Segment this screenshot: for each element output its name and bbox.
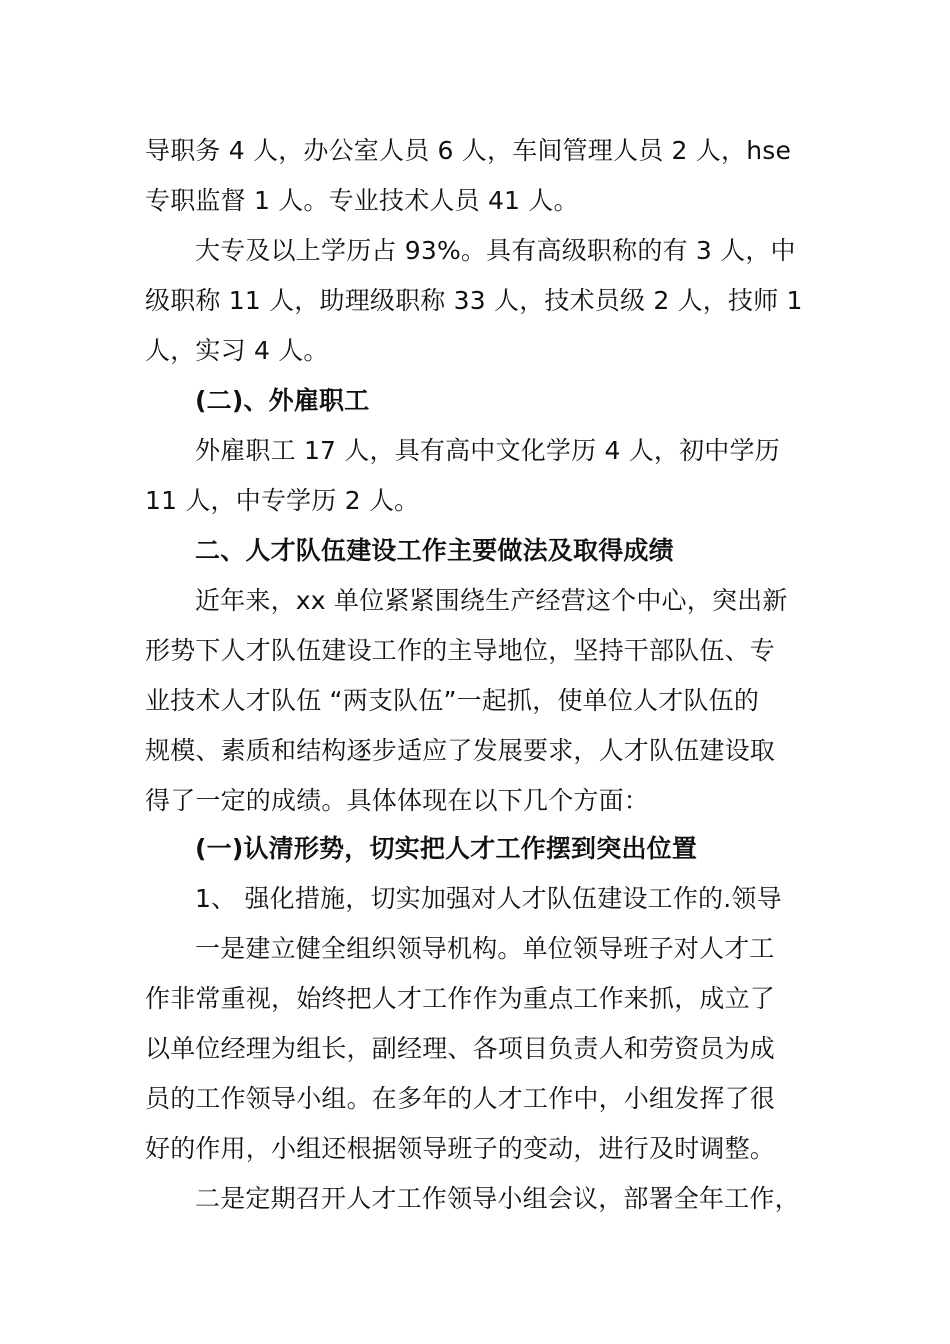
list-item-heading: 1、 强化措施，切实加强对人才队伍建设工作的.领导 [195, 884, 782, 913]
paragraph-first-line: 二是定期召开人才工作领导小组会议，部署全年工作， [195, 1184, 800, 1213]
body-text-line: 导职务 4 人，办公室人员 6 人，车间管理人员 2 人，hse [145, 136, 792, 165]
body-text-line: 以单位经理为组长，副经理、各项目负责人和劳资员为成 [145, 1034, 776, 1063]
section-heading: (一)认清形势，切实把人才工作摆到突出位置 [195, 834, 698, 863]
body-text-line: 形势下人才队伍建设工作的主导地位，坚持干部队伍、专 [145, 636, 776, 665]
body-text-line: 11 人，中专学历 2 人。 [145, 486, 420, 515]
paragraph-first-line: 近年来，xx 单位紧紧围绕生产经营这个中心，突出新 [195, 586, 788, 615]
body-text-line: 业技术人才队伍 “两支队伍”一起抓，使单位人才队伍的 [145, 686, 760, 715]
body-text-line: 员的工作领导小组。在多年的人才工作中，小组发挥了很 [145, 1084, 776, 1113]
paragraph-first-line: 大专及以上学历占 93%。具有高级职称的有 3 人，中 [195, 236, 796, 265]
body-text-line: 规模、素质和结构逐步适应了发展要求，人才队伍建设取 [145, 736, 776, 765]
body-text-line: 专职监督 1 人。专业技术人员 41 人。 [145, 186, 579, 215]
body-text-line: 作非常重视，始终把人才工作作为重点工作来抓，成立了 [145, 984, 776, 1013]
paragraph-first-line: 一是建立健全组织领导机构。单位领导班子对人才工 [195, 934, 775, 963]
body-text-line: 得了一定的成绩。具体体现在以下几个方面： [145, 786, 650, 815]
body-text-line: 好的作用，小组还根据领导班子的变动，进行及时调整。 [145, 1134, 776, 1163]
body-text-line: 人，实习 4 人。 [145, 336, 329, 365]
section-heading: 二、人才队伍建设工作主要做法及取得成绩 [195, 536, 674, 565]
section-heading: (二)、外雇职工 [195, 386, 370, 415]
paragraph-first-line: 外雇职工 17 人，具有高中文化学历 4 人，初中学历 [195, 436, 780, 465]
body-text-line: 级职称 11 人，助理级职称 33 人，技术员级 2 人，技师 1 [145, 286, 803, 315]
